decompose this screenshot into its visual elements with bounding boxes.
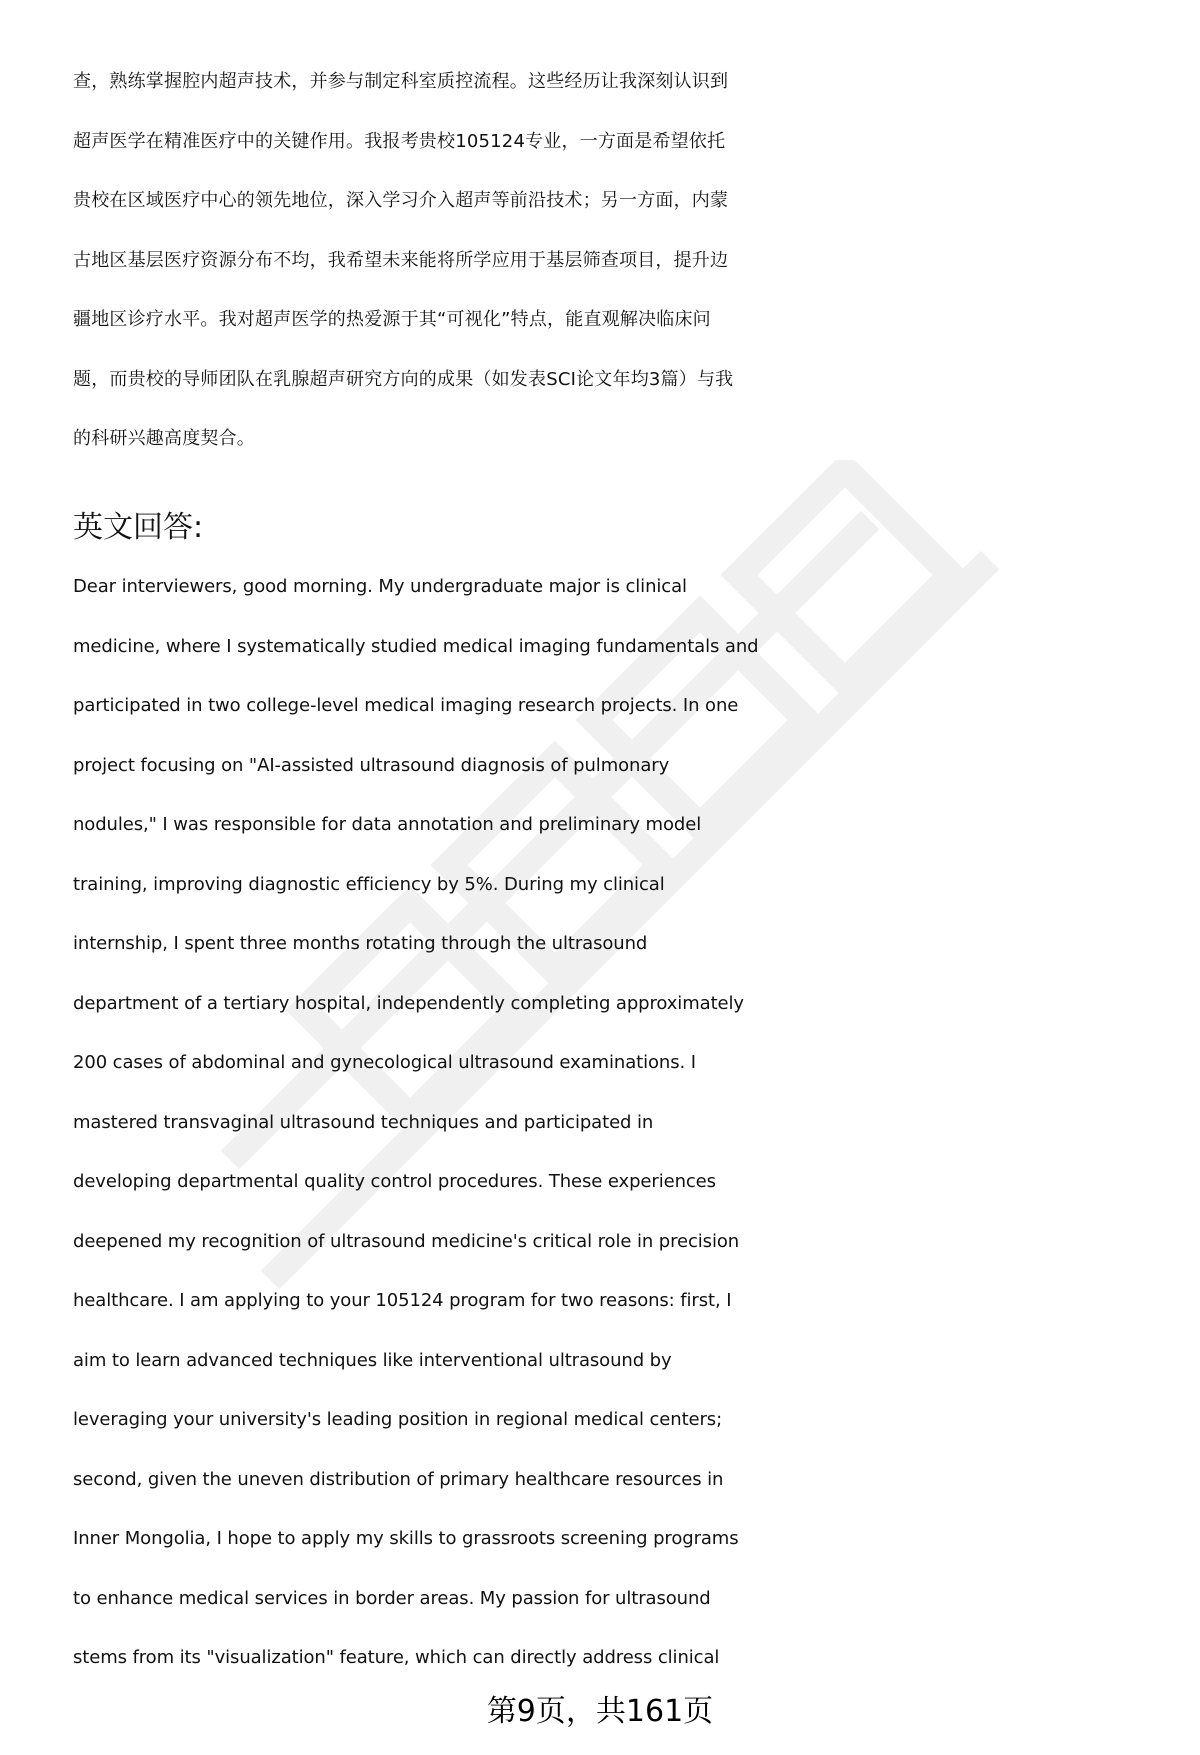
english-line: healthcare. I am applying to your 105124 program for two reasons: first, I xyxy=(73,1290,732,1311)
english-line: developing departmental quality control procedures. These experiences xyxy=(73,1171,716,1192)
document-body xyxy=(73,52,1153,1688)
english-line: nodules," I was responsible for data annotation and preliminary model xyxy=(73,814,702,835)
english-line: deepened my recognition of ultrasound medicine's critical role in precision xyxy=(73,1230,740,1252)
english-line: Inner Mongolia, I hope to apply my skills to grassroots screening programs xyxy=(73,1528,739,1549)
english-line: aim to learn advanced techniques like interventional ultrasound by xyxy=(73,1349,672,1371)
chinese-line: 疆地区诊疗水平。我对超声医学的热爱源于其“可视化”特点，能直观解决临床问 xyxy=(73,309,711,330)
chinese-line: 题，而贵校的导师团队在乳腺超声研究方向的成果（如发表SCI论文年均3篇）与我 xyxy=(73,368,734,390)
page-number-footer: 第9页，共161页 xyxy=(486,1694,714,1729)
english-line: Dear interviewers, good morning. My undergraduate major is clinical xyxy=(73,576,687,597)
english-line: department of a tertiary hospital, independently completing approximately xyxy=(73,992,744,1014)
english-line: medicine, where I systematically studied medical imaging fundamentals and xyxy=(73,635,759,657)
english-answer-label: 英文回答: xyxy=(73,509,204,545)
english-line: training, improving diagnostic efficiency by 5%. During my clinical xyxy=(73,873,665,895)
english-paragraph xyxy=(73,557,1153,1688)
chinese-line: 超声医学在精准医疗中的关键作用。我报考贵校105124专业，一方面是希望依托 xyxy=(73,130,726,152)
chinese-line: 的科研兴趣高度契合。 xyxy=(73,428,255,449)
english-line: mastered transvaginal ultrasound techniques and participated in xyxy=(73,1111,654,1133)
chinese-line: 古地区基层医疗资源分布不均，我希望未来能将所学应用于基层筛查项目，提升边 xyxy=(73,249,729,271)
english-line: stems from its "visualization" feature, which can directly address clinical xyxy=(73,1647,720,1668)
english-line: participated in two college-level medical imaging research projects. In one xyxy=(73,695,739,716)
paragraph-gap xyxy=(73,469,1153,498)
english-line: second, given the uneven distribution of primary healthcare resources in xyxy=(73,1468,724,1490)
chinese-line: 查，熟练掌握腔内超声技术，并参与制定科室质控流程。这些经历让我深刻认识到 xyxy=(73,71,729,92)
english-line: internship, I spent three months rotating through the ultrasound xyxy=(73,933,648,954)
english-line: project focusing on "AI-assisted ultrasound diagnosis of pulmonary xyxy=(73,754,670,776)
english-line: 200 cases of abdominal and gynecological ultrasound examinations. I xyxy=(73,1052,696,1073)
english-line: to enhance medical services in border areas. My passion for ultrasound xyxy=(73,1587,711,1609)
chinese-line: 贵校在区域医疗中心的领先地位，深入学习介入超声等前沿技术；另一方面，内蒙 xyxy=(73,190,729,211)
chinese-paragraph xyxy=(73,52,1153,469)
english-line: leveraging your university's leading position in regional medical centers; xyxy=(73,1409,723,1430)
